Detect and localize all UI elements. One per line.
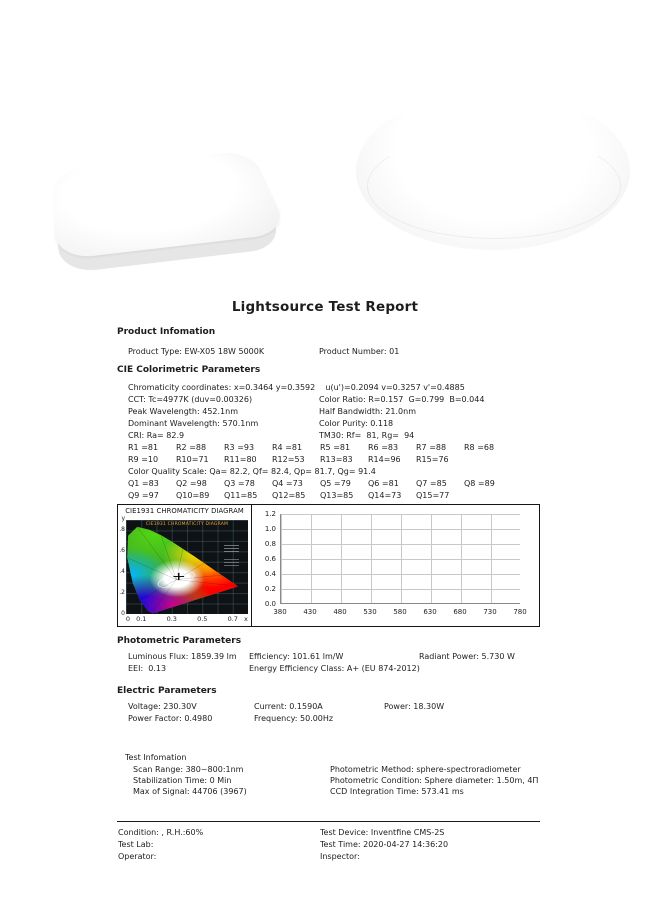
inspector: Inspector:: [320, 852, 360, 861]
footer-row1: [117, 828, 617, 840]
color-quality-scale: Color Quality Scale: Qa= 82.2, Qf= 82.4, Qp= 81.7, Qg= 91.4: [128, 467, 376, 476]
peak-row: [117, 407, 617, 419]
r3: R3 =93: [224, 443, 255, 452]
cri-row: [117, 431, 617, 443]
spectrum-x-tick: 780: [513, 608, 527, 616]
condition: Condition: , R.H.:60%: [118, 828, 204, 837]
cie-inner-title: CIE1931 CHROMATICITY DIAGRAM: [145, 522, 229, 527]
cie-y-tick: .4: [119, 568, 125, 575]
test-info-row3: [117, 787, 617, 799]
spectrum-y-tick: 1.2: [264, 510, 276, 518]
spectrum-x-tick: 530: [363, 608, 377, 616]
tm30-value: TM30: Rf= 81, Rg= 94: [319, 431, 415, 440]
q7: Q7 =85: [416, 479, 447, 488]
product-info-heading: Product Infomation: [117, 327, 216, 337]
chromaticity-row: [117, 383, 617, 395]
chromaticity-coordinates: Chromaticity coordinates: x=0.3464 y=0.3592 u(u')=0.2094 v=0.3257 v'=0.4885: [128, 383, 465, 392]
r13: R13=83: [320, 455, 353, 464]
cie-chromaticity-diagram: [118, 505, 252, 626]
photometric-row1: [117, 652, 617, 664]
q11: Q11=85: [224, 491, 258, 500]
r14: R14=96: [368, 455, 401, 464]
cie-diagram-body: [118, 516, 251, 624]
r12: R12=53: [272, 455, 305, 464]
footer-divider: [117, 821, 540, 822]
spectrum-x-tick: 630: [423, 608, 437, 616]
q10: Q10=89: [176, 491, 210, 500]
electric-row1: [117, 702, 617, 714]
voltage: Voltage: 230.30V: [128, 702, 197, 711]
r10: R10=71: [176, 455, 209, 464]
spectrum-x-tick: 380: [273, 608, 287, 616]
q15: Q15=77: [416, 491, 450, 500]
cie-legend: [224, 545, 239, 554]
q4: Q4 =73: [272, 479, 303, 488]
r6: R6 =83: [368, 443, 399, 452]
frequency: Frequency: 50.00Hz: [254, 714, 334, 723]
cie-y-tick: .8: [119, 526, 125, 533]
r9: R9 =10: [128, 455, 159, 464]
spectrum-y-tick: 0.0: [264, 600, 276, 608]
test-lab: Test Lab:: [118, 840, 154, 849]
product-info-row: [117, 347, 617, 359]
spectrum-plot-area: [280, 514, 520, 604]
power: Power: 18.30W: [384, 702, 445, 711]
luminous-flux: Luminous Flux: 1859.39 lm: [128, 652, 237, 661]
q6: Q6 =81: [368, 479, 399, 488]
spectrum-x-tick: 480: [333, 608, 347, 616]
spectrum-x-tick: 430: [303, 608, 317, 616]
q14: Q14=73: [368, 491, 402, 500]
cie-plot-area: [126, 520, 248, 614]
r8: R8 =68: [464, 443, 495, 452]
r2: R2 =88: [176, 443, 207, 452]
r5: R5 =81: [320, 443, 351, 452]
spectrum-y-tick: 0.2: [264, 585, 276, 593]
q13: Q13=85: [320, 491, 354, 500]
cie-diagram-title: CIE1931 CHROMATICITY DIAGRAM: [125, 507, 244, 515]
cri-value: CRI: Ra= 82.9: [128, 431, 185, 440]
q-values-row1: [117, 479, 617, 491]
figure-box: [117, 504, 540, 627]
photometric-method: Photometric Method: sphere-spectroradiometer: [330, 765, 521, 774]
cie-y-axis-name: y: [121, 515, 125, 522]
radiant-power: Radiant Power: 5.730 W: [419, 652, 515, 661]
round-light-photo: [356, 92, 630, 250]
q2: Q2 =98: [176, 479, 207, 488]
stabilization-time: Stabilization Time: 0 Min: [133, 776, 232, 785]
square-light-photo: [30, 78, 305, 263]
ccd-integration-time: CCD Integration Time: 573.41 ms: [330, 787, 464, 796]
spectrum-y-tick: 0.4: [264, 570, 276, 578]
cie-y-origin: 0: [121, 610, 125, 617]
r15: R15=76: [416, 455, 449, 464]
spectrum-y-tick: 0.6: [264, 555, 276, 563]
operator: Operator:: [118, 852, 157, 861]
electric-row2: [117, 714, 617, 726]
power-factor: Power Factor: 0.4980: [128, 714, 213, 723]
color-ratio: Color Ratio: R=0.157 G=0.799 B=0.044: [319, 395, 485, 404]
peak-wavelength: Peak Wavelength: 452.1nm: [128, 407, 238, 416]
footer-row2: [117, 840, 617, 852]
spectrum-y-tick: 0.8: [264, 540, 276, 548]
test-device: Test Device: Inventfine CMS-2S: [320, 828, 445, 837]
efficiency: Efficiency: 101.61 lm/W: [249, 652, 344, 661]
q8: Q8 =89: [464, 479, 495, 488]
spectrum-chart: [252, 505, 539, 626]
photometric-row2: [117, 664, 617, 676]
spectrum-x-tick: 680: [453, 608, 467, 616]
cie-x-axis-name: x: [244, 615, 248, 623]
cct-row: [117, 395, 617, 407]
photometric-heading: Photometric Parameters: [117, 636, 242, 646]
electric-heading: Electric Parameters: [117, 686, 217, 696]
photometric-condition: Photometric Condition: Sphere diameter: 1.50m, 4Π: [330, 776, 539, 785]
cie-x-tick: 0.3: [166, 615, 177, 623]
cie-x-axis-labels: [126, 615, 248, 624]
test-time: Test Time: 2020-04-27 14:36:20: [320, 840, 449, 849]
product-type: Product Type: EW-X05 18W 5000K: [128, 347, 265, 356]
product-number: Product Number: 01: [319, 347, 400, 356]
cie-y-tick: .2: [119, 589, 125, 596]
dominant-row: [117, 419, 617, 431]
cct-value: CCT: Tc=4977K (duv=0.00326): [128, 395, 253, 404]
cie-y-tick: .6: [119, 547, 125, 554]
r11: R11=80: [224, 455, 257, 464]
test-info-heading-row: [117, 753, 617, 765]
spectrum-x-tick: 730: [483, 608, 497, 616]
report-title: Lightsource Test Report: [231, 299, 419, 315]
test-info-heading: Test Infomation: [125, 753, 187, 762]
round-light-seam: [367, 133, 621, 239]
current: Current: 0.1590A: [254, 702, 323, 711]
footer-row3: [117, 852, 617, 864]
r1: R1 =81: [128, 443, 159, 452]
q9: Q9 =97: [128, 491, 159, 500]
cie-legend: [224, 559, 239, 568]
spectrum-x-tick: 580: [393, 608, 407, 616]
q-values-row2: [117, 491, 617, 503]
q3: Q3 =78: [224, 479, 255, 488]
r-values-row2: [117, 455, 617, 467]
color-purity: Color Purity: 0.118: [319, 419, 394, 428]
cie-x-tick: 0.5: [197, 615, 208, 623]
spectrum-x-axis-labels: [265, 608, 535, 616]
cie-heading: CIE Colorimetric Parameters: [117, 365, 261, 375]
scan-range: Scan Range: 380~800:1nm: [133, 765, 244, 774]
half-bandwidth: Half Bandwidth: 21.0nm: [319, 407, 417, 416]
cie-x-tick: 0.1: [136, 615, 147, 623]
r-values-row1: [117, 443, 617, 455]
cqs-row: [117, 467, 617, 479]
r7: R7 =88: [416, 443, 447, 452]
max-of-signal: Max of Signal: 44706 (3967): [133, 787, 247, 796]
eei: EEI: 0.13: [128, 664, 167, 673]
q12: Q12=85: [272, 491, 306, 500]
q5: Q5 =79: [320, 479, 351, 488]
r4: R4 =81: [272, 443, 303, 452]
energy-efficiency-class: Energy Efficiency Class: A+ (EU 874-2012): [249, 664, 420, 673]
cie-x-origin: 0: [125, 615, 131, 623]
cie-x-tick: 0.7: [227, 615, 238, 623]
q1: Q1 =83: [128, 479, 159, 488]
spectrum-y-tick: 1.0: [264, 525, 276, 533]
dominant-wavelength: Dominant Wavelength: 570.1nm: [128, 419, 259, 428]
